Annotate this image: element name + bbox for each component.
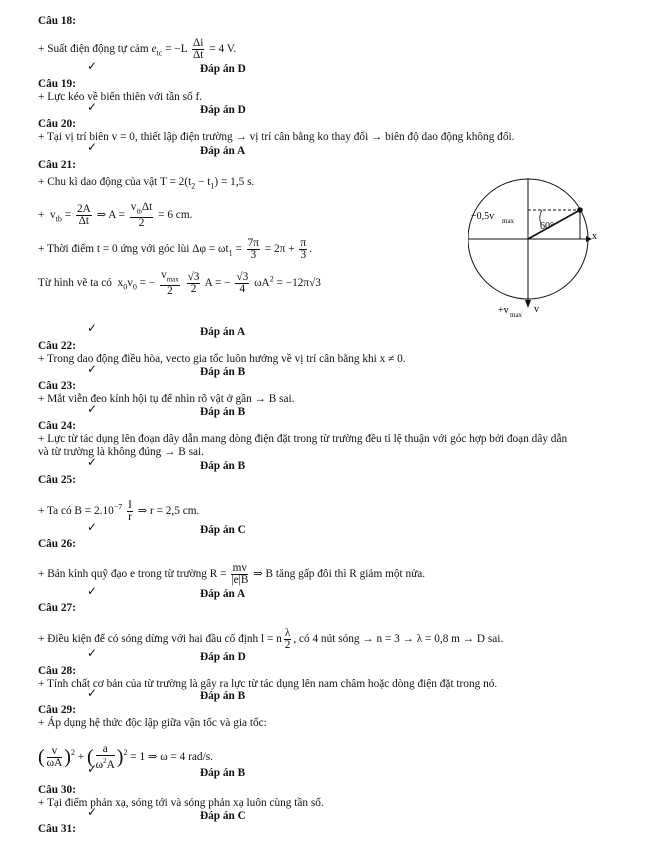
answer-27: Đáp án D bbox=[200, 651, 246, 663]
question-20-heading: Câu 20: bbox=[38, 118, 76, 130]
answer-22: Đáp án B bbox=[200, 366, 246, 378]
q25-text: + Ta có bbox=[38, 505, 72, 518]
q21-fraction-6: $\frac{√3}{2}$ bbox=[187, 271, 200, 296]
question-18-line: + Suất điện động tự cảm $e_{tc} = -L$ $\frac{\Delta i}{\Delta t}$ = 4 V. bbox=[38, 37, 237, 61]
check-mark-21: ✓ bbox=[87, 321, 98, 335]
q21-text1: + Chu kì dao động của vật bbox=[38, 176, 158, 188]
question-27-line: + Điều kiện để có sóng dừng với hai đầu cố định l = n $\frac{\lambda}{2}$ , có 4 nút sóng → n = 3 → λ = 0,8 m → D sai. bbox=[38, 627, 504, 651]
question-21-line4: Từ hình vẽ ta có $x_0v_0$ = − $\frac{v_{max}}{2}$ $\frac{√3}{2}$ A = − $\frac{√3}{4}$ $\omega A^2 = -12\pi√3$ bbox=[38, 269, 321, 298]
radius-line bbox=[528, 210, 580, 239]
check-mark-24: ✓ bbox=[87, 455, 98, 469]
question-23-text: + Mắt viễn đeo kính hội tụ để nhìn rõ vật ở gần → B sai. bbox=[38, 393, 295, 405]
q25-fraction: $\frac{I}{r}$ bbox=[128, 499, 132, 523]
check-mark-29: ✓ bbox=[87, 762, 98, 776]
answer-26: Đáp án A bbox=[200, 588, 246, 600]
q18-unit: V. bbox=[226, 43, 237, 56]
pos-vmax-label: +v bbox=[498, 305, 509, 316]
pos-vmax-sub: max bbox=[510, 311, 523, 318]
answer-30: Đáp án C bbox=[200, 810, 246, 822]
neg-vmax-sub: max bbox=[502, 217, 515, 225]
answer-24: Đáp án B bbox=[200, 460, 246, 472]
q26-text-2: ⇒ B tăng gấp đôi thì R giảm một nửa. bbox=[253, 568, 426, 581]
q27-fraction: $\frac{\lambda}{2}$ bbox=[284, 627, 291, 651]
check-mark-25: ✓ bbox=[87, 520, 98, 534]
check-mark-22: ✓ bbox=[87, 362, 98, 376]
question-19-heading: Câu 19: bbox=[38, 78, 76, 90]
answer-20: Đáp án A bbox=[200, 145, 246, 157]
question-21-line1: + Chu kì dao động của vật $T = 2(t_2 - t_1) = 1,5$ s. bbox=[38, 176, 255, 191]
answer-28: Đáp án B bbox=[200, 690, 246, 702]
q21-text4: Từ hình vẽ ta có bbox=[38, 277, 112, 290]
q21-fraction-5: $\frac{v_{max}}{2}$ bbox=[161, 269, 179, 298]
answer-19: Đáp án D bbox=[200, 104, 246, 116]
q29-fraction-2: $\frac{a}{\omega^2A}$ bbox=[95, 743, 115, 771]
angle-label: 60° bbox=[540, 221, 554, 232]
question-31-heading: Câu 31: bbox=[38, 823, 76, 835]
answer-18: Đáp án D bbox=[200, 63, 246, 75]
phase-circle-figure bbox=[468, 168, 618, 318]
x-axis-label: x bbox=[592, 231, 597, 242]
answer-21: Đáp án A bbox=[200, 326, 246, 338]
check-mark-19: ✓ bbox=[87, 100, 98, 114]
question-20-text: + Tại vị trí biên v = 0, thiết lập điện trường → vị trí cân bằng ko thay đổi → biên độ dao động không đổi. bbox=[38, 131, 515, 143]
q21-text3: + Thời điểm t = 0 ứng với góc lùi bbox=[38, 243, 190, 256]
question-26-line: + Bán kính quỹ đạo e trong từ trường R = $\frac{mv}{|e|B}$ ⇒ B tăng gấp đôi thì R giảm một nửa. bbox=[38, 562, 426, 586]
q26-fraction: $\frac{mv}{|e|B}$ bbox=[231, 562, 249, 586]
answer-23: Đáp án B bbox=[200, 406, 246, 418]
question-24-text: + Lực từ tác dụng lên đoạn dây dẫn mang dòng điện đặt trong từ trường đều tỉ lệ thuận với góc hợp bởi đoạn dây dẫn bbox=[38, 433, 568, 445]
question-25-line: + Ta có $B = 2.10^{-7}$ $\frac{I}{r}$ ⇒ r = 2,5 cm. bbox=[38, 499, 200, 523]
check-mark-28: ✓ bbox=[87, 686, 98, 700]
v-axis-label: v bbox=[534, 304, 539, 315]
check-mark-26: ✓ bbox=[87, 584, 98, 598]
question-30-heading: Câu 30: bbox=[38, 784, 76, 796]
q21-fraction-1: $\frac{2A}{\Delta t}$ bbox=[76, 203, 91, 228]
question-24-text-2: và từ trường là không đúng → B sai. bbox=[38, 446, 205, 458]
question-18-heading: Câu 18: bbox=[38, 15, 76, 27]
q26-text: + Bán kính quỹ đạo e trong từ trường bbox=[38, 568, 207, 581]
question-21-heading: Câu 21: bbox=[38, 159, 76, 171]
question-27-heading: Câu 27: bbox=[38, 602, 76, 614]
question-29-heading: Câu 29: bbox=[38, 704, 76, 716]
q21-fraction-7: $\frac{√3}{4}$ bbox=[236, 271, 249, 296]
question-24-heading: Câu 24: bbox=[38, 420, 76, 432]
answer-29: Đáp án B bbox=[200, 767, 246, 779]
q27-text-2: , có 4 nút sóng → n = 3 → λ = 0,8 m → D sai. bbox=[293, 633, 504, 646]
q29-fraction-1: $\frac{v}{\omega A}$ bbox=[46, 744, 63, 769]
q21-fraction-4: $\frac{\pi}{3}$ bbox=[300, 237, 307, 261]
question-26-heading: Câu 26: bbox=[38, 538, 76, 550]
check-mark-27: ✓ bbox=[87, 646, 98, 660]
q18-fraction: $\frac{\Delta i}{\Delta t}$ bbox=[193, 37, 204, 61]
neg-vmax-label: −0,5v bbox=[471, 211, 495, 222]
question-30-text: + Tại điểm phản xạ, sóng tới và sóng phản xạ luôn cùng tần số. bbox=[38, 797, 324, 809]
q21-fraction-2: $\frac{v_{tb}\Delta t}{2}$ bbox=[130, 201, 153, 230]
q21-plus: + bbox=[38, 209, 45, 222]
question-21-line3: + Thời điểm t = 0 ứng với góc lùi $\Delta\varphi = \omega t_1$ = $\frac{7\pi}{3}$ = 2π + $\frac{\pi}{3}$ . bbox=[38, 237, 312, 261]
q21-fraction-3: $\frac{7\pi}{3}$ bbox=[247, 237, 260, 261]
check-mark-23: ✓ bbox=[87, 402, 98, 416]
question-29-formula: ( $\frac{v}{\omega A}$ )$^2$ + ( $\frac{a}{\omega^2A}$ )$^2$ = 1 ⇒ ω = 4 rad/s. bbox=[38, 743, 213, 771]
v-axis-arrow bbox=[525, 300, 531, 308]
q25-unit: cm. bbox=[182, 505, 200, 518]
answer-25: Đáp án C bbox=[200, 524, 246, 536]
question-22-text: + Trong dao động điều hòa, vecto gia tốc luôn hướng về vị trí cân bằng khi x ≠ 0. bbox=[38, 353, 406, 365]
question-22-heading: Câu 22: bbox=[38, 340, 76, 352]
question-23-heading: Câu 23: bbox=[38, 380, 76, 392]
question-28-heading: Câu 28: bbox=[38, 665, 76, 677]
q29-unit: rad/s. bbox=[188, 750, 213, 763]
check-mark-18: ✓ bbox=[87, 59, 98, 73]
q27-text: + Điều kiện để có sóng dừng với hai đầu cố định bbox=[38, 633, 259, 646]
moving-point bbox=[577, 207, 583, 213]
question-21-line2: + $v_{tb}$ = $\frac{2A}{\Delta t}$ ⇒ A = $\frac{v_{tb}\Delta t}{2}$ = 6 cm. bbox=[38, 201, 193, 230]
question-28-text: + Tính chất cơ bản của từ trường là gây ra lực từ tác dụng lên nam châm hoặc dòng điện đặt trong nó. bbox=[38, 678, 498, 690]
check-mark-30: ✓ bbox=[87, 805, 98, 819]
question-19-text: + Lực kéo về biến thiên với tần số f. bbox=[38, 91, 203, 103]
check-mark-20: ✓ bbox=[87, 140, 98, 154]
question-25-heading: Câu 25: bbox=[38, 474, 76, 486]
q18-text: + Suất điện động tự cảm bbox=[38, 43, 149, 56]
question-29-text: + Áp dụng hệ thức độc lập giữa vận tốc và gia tốc: bbox=[38, 717, 267, 729]
